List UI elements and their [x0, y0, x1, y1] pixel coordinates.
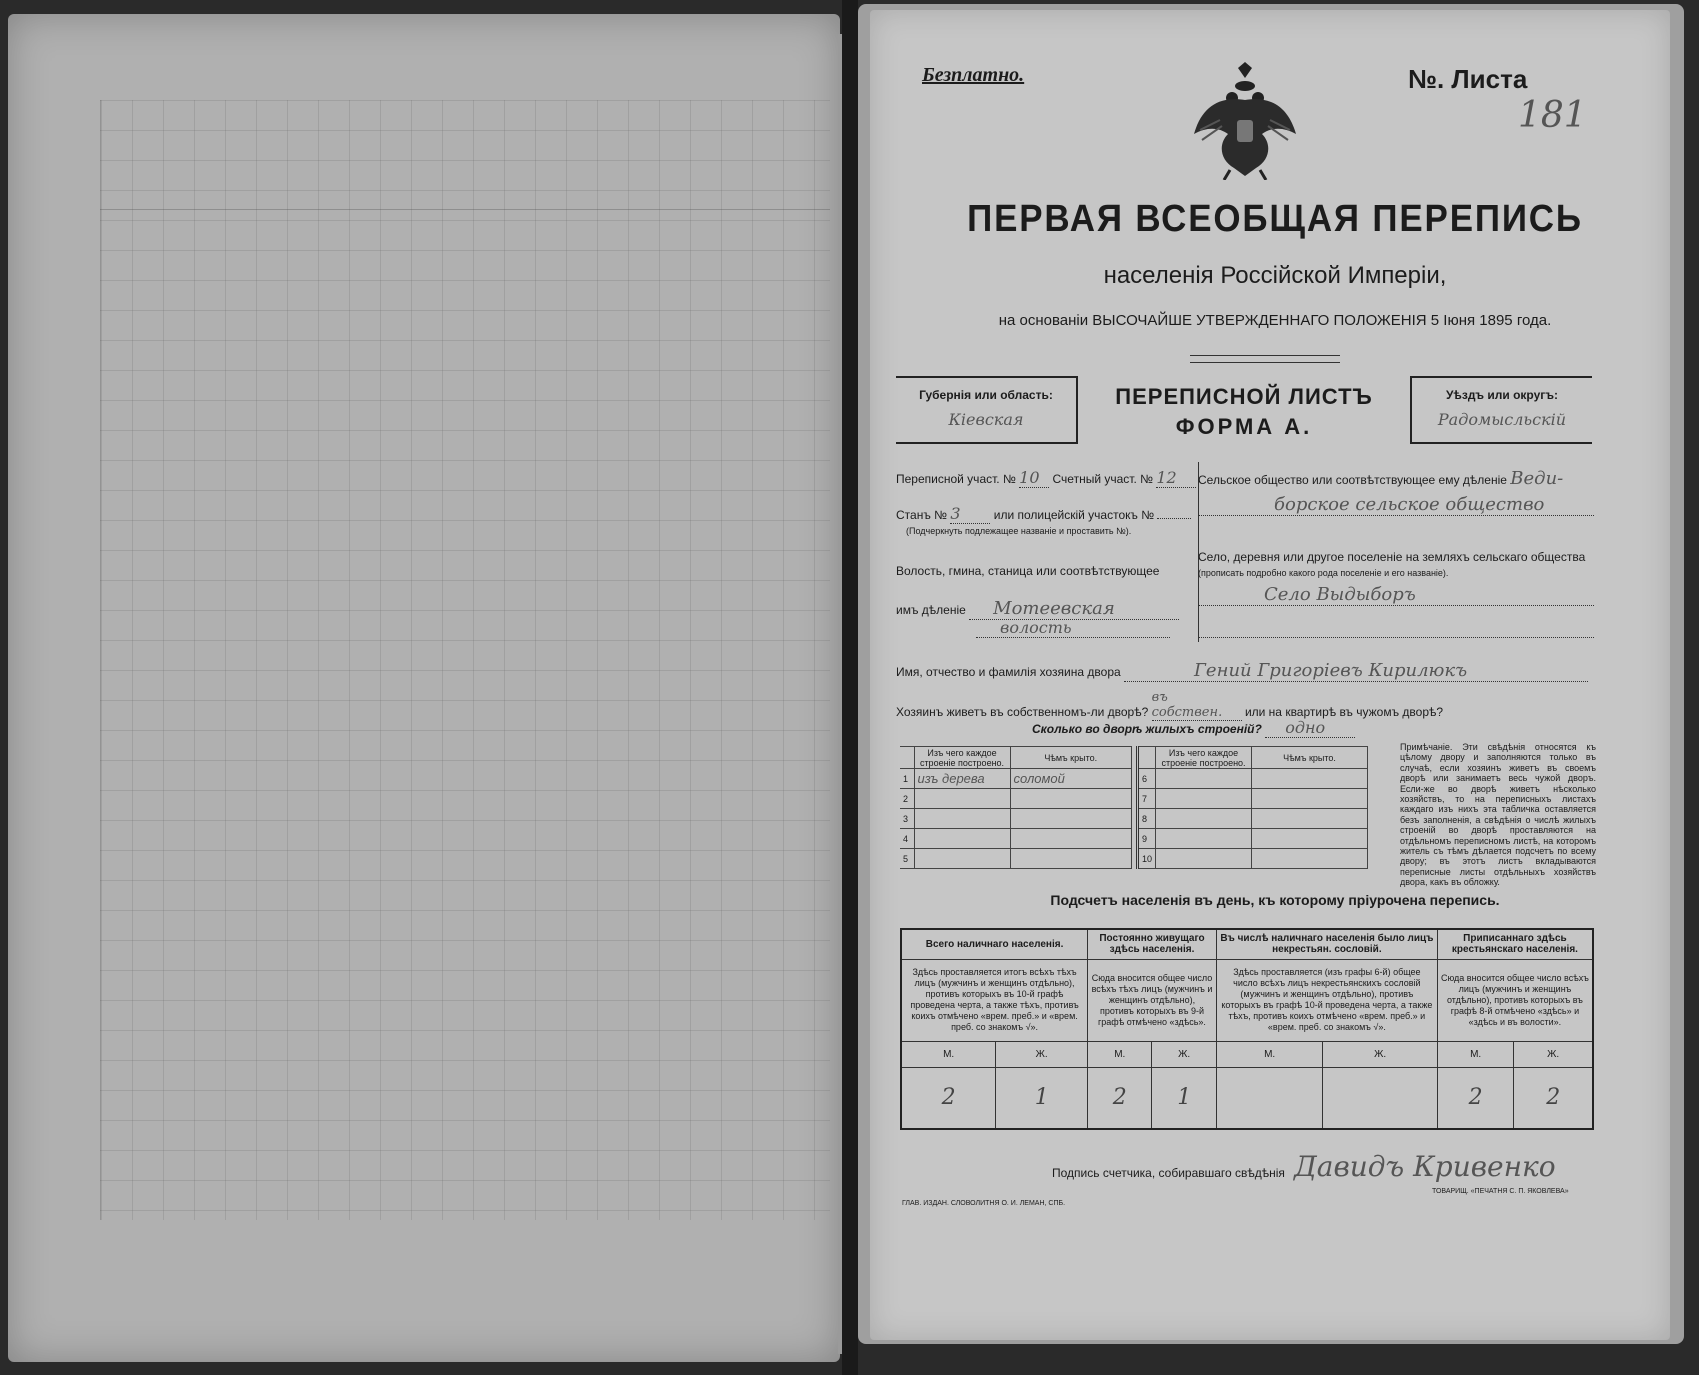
province-value: Кіевская	[948, 410, 1024, 429]
printer-imprint-right: ТОВАРИЩ. «ПЕЧАТНЯ С. П. ЯКОВЛЕВА»	[1432, 1188, 1569, 1195]
district-label: Уѣздъ или округъ:	[1445, 388, 1559, 402]
police-value-line	[1157, 518, 1191, 519]
table-row: 2	[900, 789, 1132, 809]
table-row: 4	[900, 829, 1132, 849]
present-male-value: 2	[901, 1067, 996, 1129]
owner-label: Имя, отчество и фамилія хозяина двора	[896, 665, 1121, 679]
col-nonpeasant-head: Въ числѣ наличнаго населенія было лицъ некрестьян. сословій.	[1216, 929, 1437, 959]
roof-header: Чѣмъ крыто.	[1010, 747, 1132, 769]
village-line-2	[1198, 628, 1594, 638]
sheet-number-value: 181	[1518, 95, 1587, 136]
table-row: 3	[900, 809, 1132, 829]
village-value: Село Выдыборъ	[1198, 584, 1594, 606]
present-female-value: 1	[996, 1067, 1088, 1129]
volost-value: Мотеевская	[969, 598, 1179, 620]
census-section-value: 10	[1019, 468, 1049, 488]
population-count-table	[900, 928, 1594, 1130]
province-box	[896, 376, 1078, 444]
count-title: Подсчетъ населенія въ день, къ которому пріурочена перепись.	[1050, 892, 1500, 908]
count-section-value: 12	[1156, 468, 1196, 488]
police-label: или полицейскій участокъ №	[993, 508, 1155, 522]
printer-imprint-left: ГЛАВ. ИЗДАН. СЛОВОЛИТНЯ О. И. ЛЕМАН, СПБ.	[902, 1200, 1066, 1207]
nonpeasant-male-value	[1216, 1067, 1322, 1129]
district-value: Радомысльскій	[1437, 410, 1567, 429]
buildings-label: Сколько во дворѣ жилыхъ строеній?	[1032, 722, 1262, 736]
table-row: 6	[1138, 769, 1368, 789]
sheet-number-label: №. Листа	[1408, 64, 1528, 94]
buildings-table-2	[1136, 746, 1368, 869]
registered-female-value: 2	[1514, 1067, 1593, 1129]
female-label: Ж.	[1514, 1041, 1593, 1067]
village-note: (прописать подробно какого рода поселеніе и его названіе).	[1198, 568, 1449, 578]
stan-value: 3	[950, 504, 990, 524]
table-row: 7	[1138, 789, 1368, 809]
volost-label: Волость, гмина, станица или соотвѣтствующее	[896, 564, 1160, 578]
col-nonpeasant-desc: Здѣсь проставляется (изъ графы 6-й) общее число всѣхъ лицъ некрестьянскихъ сословій (мужчинъ и женщинъ отдѣльно), противъ которыхъ въ графѣ 10-й проведена черта, а также тѣхъ, противъ коихъ отмѣчено «врем. преб.» и «врем. преб. со знакомъ √».	[1216, 959, 1437, 1041]
lives-field	[896, 690, 1443, 721]
signature-value: Давидъ Кривенко	[1294, 1150, 1556, 1183]
permanent-male-value: 2	[1088, 1067, 1152, 1129]
district-box	[1410, 376, 1592, 444]
female-label: Ж.	[996, 1041, 1088, 1067]
male-label: М.	[1088, 1041, 1152, 1067]
material-header: Изъ чего каждое строеніе построено.	[1156, 747, 1252, 769]
male-label: М.	[1437, 1041, 1514, 1067]
registered-male-value: 2	[1437, 1067, 1514, 1129]
stan-label: Станъ №	[896, 508, 948, 522]
table-row: 10	[1138, 849, 1368, 869]
society-value: Веди-	[1510, 468, 1564, 489]
col-registered-head: Приписаннаго здѣсь крестьянскаго населенія.	[1437, 929, 1593, 959]
table-row: 9	[1138, 829, 1368, 849]
society-label: Сельское общество или соотвѣтствующее ему дѣленіе	[1198, 473, 1507, 487]
table-row: 8	[1138, 809, 1368, 829]
lives-label: Хозяинъ живетъ въ собственномъ-ли дворѣ?	[896, 705, 1149, 719]
census-section-field	[896, 468, 1196, 488]
female-label: Ж.	[1323, 1041, 1437, 1067]
decree-line: на основаніи ВЫСОЧАЙШЕ УТВЕРЖДЕННАГО ПОЛОЖЕНІЯ 5 Іюня 1895 года.	[998, 312, 1552, 329]
imperial-eagle-icon	[1190, 60, 1300, 180]
buildings-value: одно	[1265, 718, 1355, 738]
male-label: М.	[1216, 1041, 1322, 1067]
col-present-desc: Здѣсь проставляется итогъ всѣхъ тѣхъ лицъ (мужчинъ и женщинъ отдѣльно), противъ которыхъ въ 10-й графѣ проведена черта, а также тѣхъ, противъ коихъ отмѣчено «врем. преб.» и «врем. преб. со знакомъ √».	[901, 959, 1088, 1041]
stan-field	[896, 504, 1191, 524]
female-label: Ж.	[1152, 1041, 1216, 1067]
number-header	[900, 747, 914, 769]
count-section-label: Счетный участ. №	[1052, 472, 1153, 486]
free-label: Безплатно.	[922, 64, 1025, 86]
col-present-head: Всего наличнаго населенія.	[901, 929, 1088, 959]
census-section-label: Переписной участ. №	[896, 472, 1016, 486]
society-field	[1198, 468, 1563, 489]
province-label: Губернія или область:	[919, 388, 1053, 402]
buildings-table-1	[900, 746, 1132, 869]
col-permanent-head: Постоянно живущаго здѣсь населенія.	[1088, 929, 1217, 959]
number-header	[1138, 747, 1156, 769]
left-page-grid	[100, 100, 830, 1220]
col-permanent-desc: Сюда вносится общее число всѣхъ тѣхъ лицъ (мужчинъ и женщинъ отдѣльно), противъ которыхъ въ 9-й графѣ отмѣчено «здѣсь».	[1088, 959, 1217, 1041]
form-subtitle: ФОРМА А.	[1175, 414, 1313, 439]
material-header: Изъ чего каждое строеніе построено.	[914, 747, 1010, 769]
stan-note: (Подчеркнуть подлежащее названіе и проставить №).	[906, 526, 1132, 536]
page-subtitle: населенія Россійской Имперіи,	[1103, 262, 1447, 289]
volost-field	[896, 598, 1179, 620]
roof-header: Чѣмъ крыто.	[1252, 747, 1368, 769]
male-label: М.	[901, 1041, 996, 1067]
form-title: ПЕРЕПИСНОЙ ЛИСТЪ	[1115, 384, 1373, 409]
signature-label: Подпись счетчика, собиравшаго свѣдѣнія	[1052, 1166, 1285, 1180]
apartment-label: или на квартирѣ въ чужомъ дворѣ?	[1244, 705, 1444, 719]
owner-value: Гений Григоріевъ Кирилюкъ	[1124, 660, 1588, 682]
owner-field	[896, 660, 1588, 682]
buildings-field	[1032, 718, 1355, 738]
table-row: 1 изъ дерева соломой	[900, 769, 1132, 789]
volost-label-2: имъ дѣленіе	[896, 603, 966, 617]
society-value-2: борское сельское общество	[1198, 494, 1594, 516]
note-paragraph: Примѣчаніе. Эти свѣдѣнія относятся къ цѣлому двору и заполняются только въ случаѣ, если хозяинъ живетъ въ своемъ дворѣ или занимаетъ весь чужой дворъ. Если-же во дворѣ живетъ нѣсколько хозяйствъ, то на переписныхъ листахъ каждаго изъ нихъ эта табличка оставляется безъ заполненія, а свѣдѣнія о числѣ жилыхъ строеній во дворѣ проставляются на отдѣльномъ переписномъ листѣ, на которомъ житель съ тѣмъ дѣлается подсчетъ по всему двору; въ этотъ листъ вкладываются переписные листы отдѣльныхъ хозяйствъ двора, какъ въ обложку.	[1400, 742, 1596, 888]
lives-value: въ собствен.	[1152, 690, 1242, 721]
permanent-female-value: 1	[1152, 1067, 1216, 1129]
village-label: Село, деревня или другое поселеніе на земляхъ сельскаго общества	[1198, 550, 1586, 564]
table-row: 5	[900, 849, 1132, 869]
ornament-divider	[1190, 355, 1340, 363]
page-title: ПЕРВАЯ ВСЕОБЩАЯ ПЕРЕПИСЬ	[967, 198, 1583, 240]
book-spine	[842, 0, 858, 1375]
nonpeasant-female-value	[1323, 1067, 1437, 1129]
volost-value-2: волость	[976, 618, 1170, 638]
col-registered-desc: Сюда вносится общее число всѣхъ лицъ (мужчинъ и женщинъ отдѣльно), противъ которыхъ въ графѣ 8-й отмѣчено «здѣсь» и «здѣсь и въ волости».	[1437, 959, 1593, 1041]
